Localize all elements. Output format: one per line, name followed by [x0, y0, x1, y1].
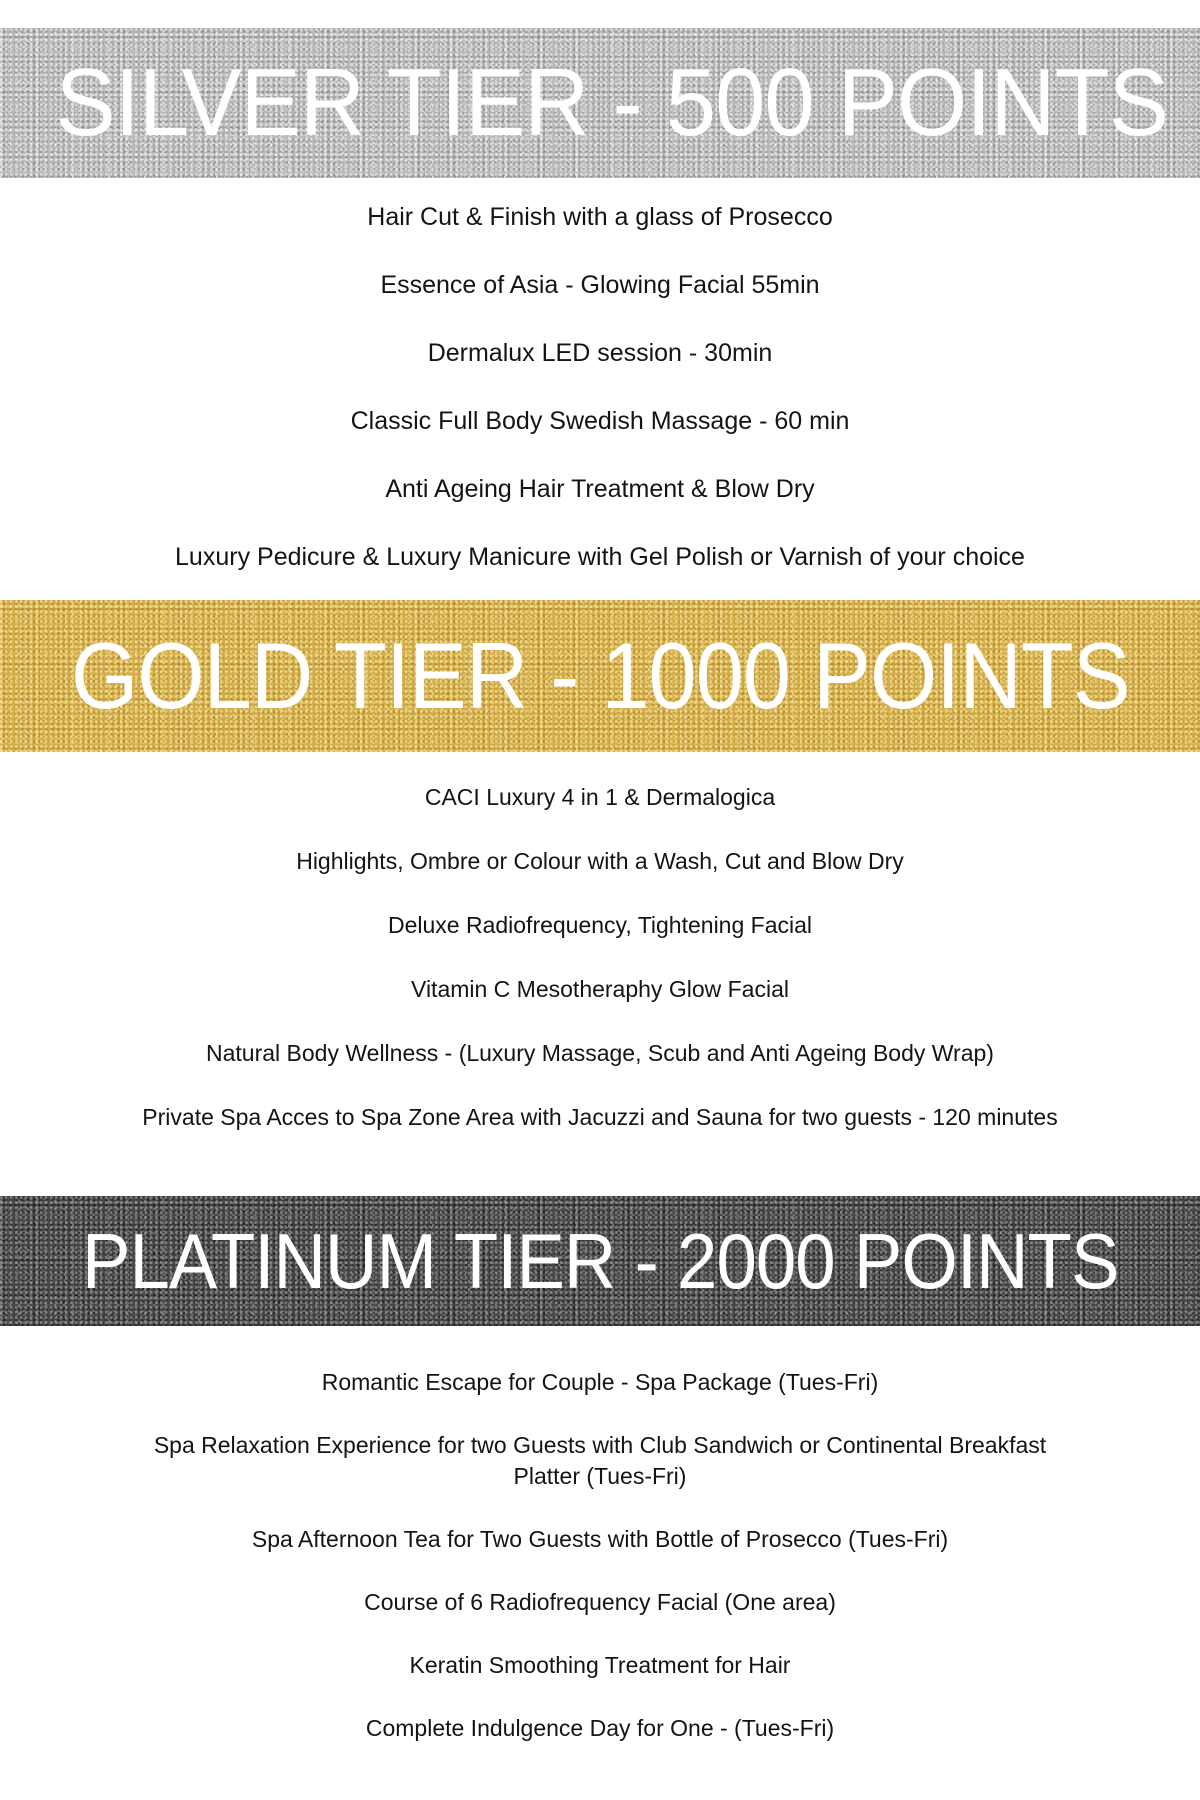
silver-tier-rewards-list: [0, 198, 1200, 606]
gold-tier-rewards-list: [0, 782, 1200, 1166]
reward-item: CACI Luxury 4 in 1 & Dermalogica: [424, 784, 776, 810]
gold-tier-title: GOLD TIER - 1000 POINTS: [70, 623, 1130, 728]
platinum-tier-banner: [0, 1196, 1200, 1326]
reward-item: Anti Ageing Hair Treatment & Blow Dry: [385, 475, 815, 503]
platinum-tier-rewards-list: [0, 1367, 1200, 1776]
reward-item: Course of 6 Radiofrequency Facial (One area): [364, 1589, 836, 1615]
reward-item: Deluxe Radiofrequency, Tightening Facial: [387, 912, 813, 938]
reward-item: Highlights, Ombre or Colour with a Wash, Cut and Blow Dry: [296, 848, 904, 874]
reward-item: Natural Body Wellness - (Luxury Massage, Scub and Anti Ageing Body Wrap): [206, 1040, 994, 1066]
reward-item: Vitamin C Mesotheraphy Glow Facial: [411, 976, 789, 1002]
gold-tier-banner: [0, 600, 1200, 752]
platinum-tier-title: PLATINUM TIER - 2000 POINTS: [81, 1216, 1119, 1305]
reward-item: Spa Afternoon Tea for Two Guests with Bottle of Prosecco (Tues-Fri): [251, 1526, 949, 1552]
reward-item: Complete Indulgence Day for One - (Tues-Fri): [365, 1715, 835, 1741]
reward-item: Luxury Pedicure & Luxury Manicure with Gel Polish or Varnish of your choice: [175, 543, 1025, 571]
reward-item: Classic Full Body Swedish Massage - 60 min: [350, 407, 850, 435]
reward-item: Essence of Asia - Glowing Facial 55min: [380, 271, 820, 299]
reward-item: Hair Cut & Finish with a glass of Prosecco: [367, 203, 833, 231]
reward-item: Keratin Smoothing Treatment for Hair: [409, 1652, 791, 1678]
reward-item: Private Spa Acces to Spa Zone Area with Jacuzzi and Sauna for two guests - 120 minutes: [142, 1104, 1058, 1130]
reward-item: Romantic Escape for Couple - Spa Package (Tues-Fri): [321, 1369, 879, 1395]
silver-tier-banner: [0, 28, 1200, 178]
reward-item: Spa Relaxation Experience for two Guests with Club Sandwich or Continental Breakfast Platter (Tues-Fri): [153, 1432, 1047, 1489]
reward-item: Dermalux LED session - 30min: [427, 339, 773, 367]
silver-tier-title: SILVER TIER - 500 POINTS: [55, 49, 1169, 156]
